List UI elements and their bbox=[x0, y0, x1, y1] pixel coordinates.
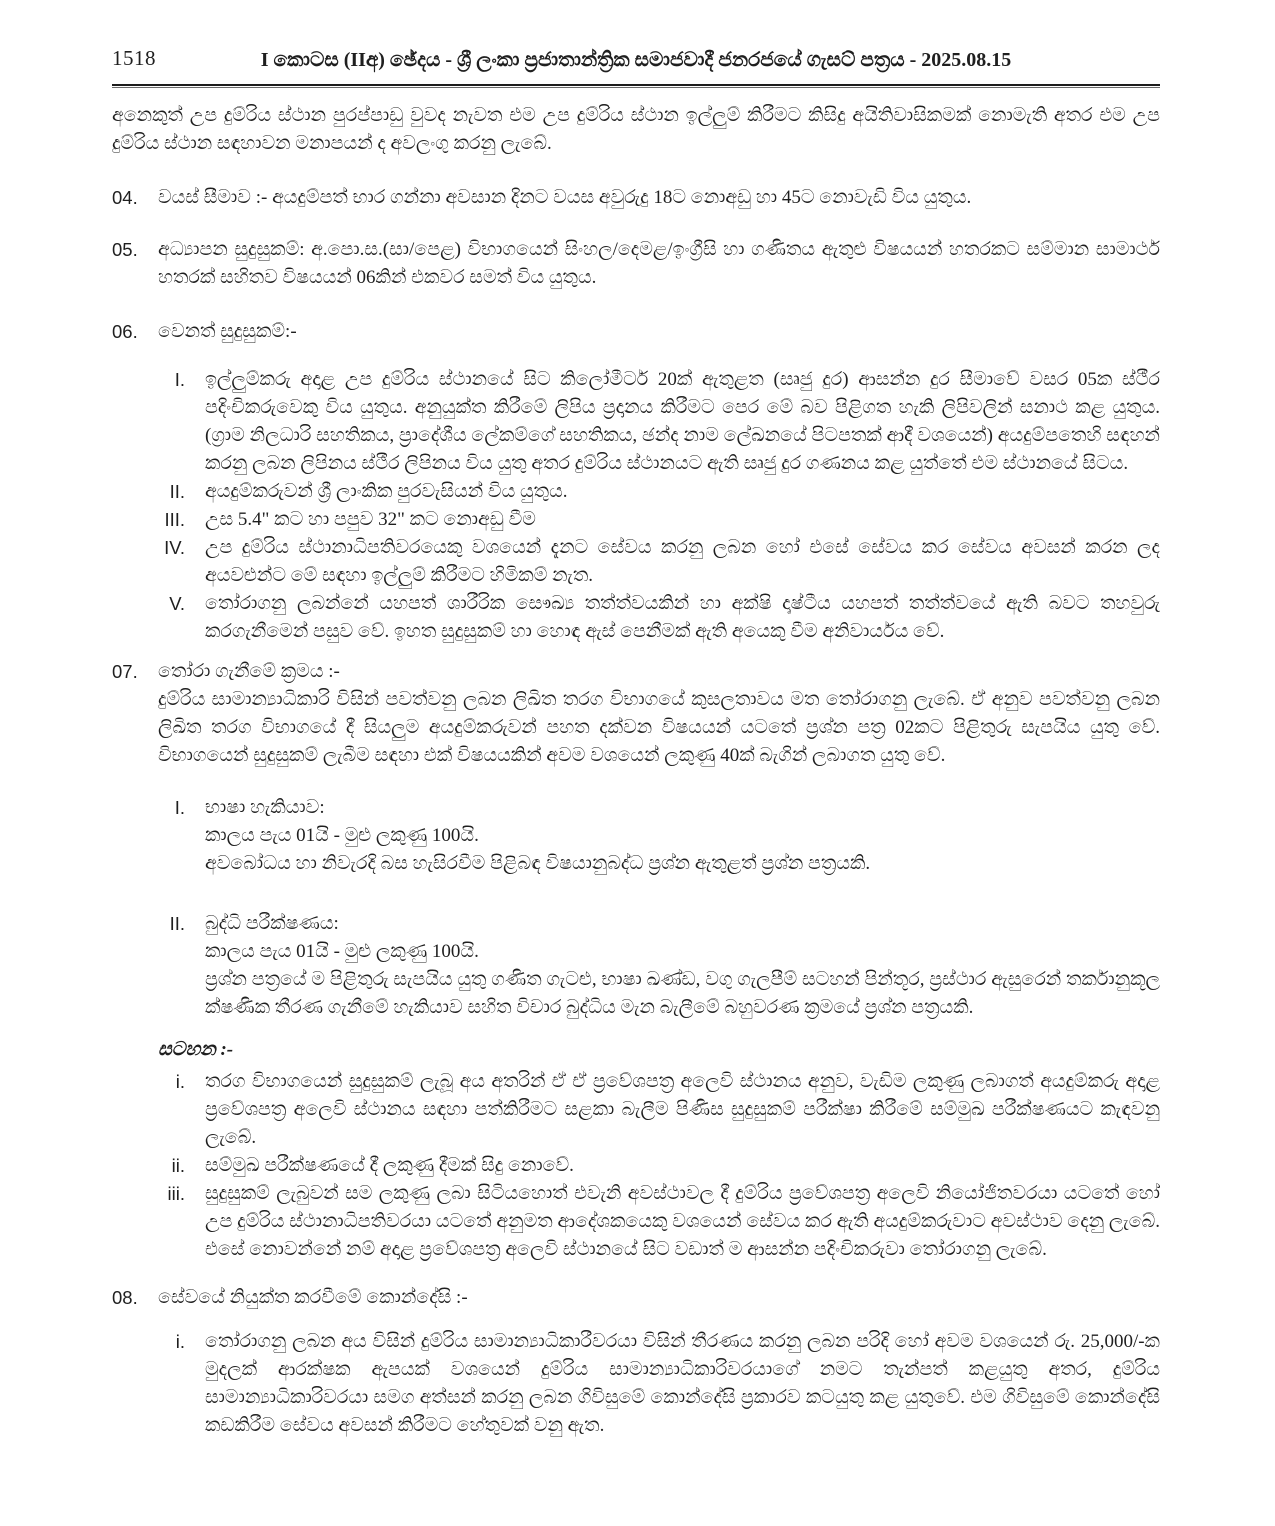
item-marker: iii. bbox=[167, 1183, 185, 1204]
section-06-item-list bbox=[158, 366, 1160, 646]
section-05-number: 05. bbox=[112, 239, 138, 260]
item-marker: i. bbox=[175, 1331, 185, 1352]
exam-subject bbox=[158, 910, 1160, 1022]
item-marker: ii. bbox=[171, 1155, 185, 1176]
note-text: සම්මුඛ පරීක්ෂණයේ දී ලකුණු දීමක් සිදු නොවේ. bbox=[205, 1155, 574, 1176]
section-07 bbox=[112, 658, 1160, 1264]
section-06 bbox=[112, 318, 1160, 646]
section-08 bbox=[112, 1284, 1160, 1440]
section-04-number: 04. bbox=[112, 187, 138, 208]
list-item bbox=[158, 590, 1160, 646]
subject-duration: කාලය පැය 01යි - මුළු ලකුණු 100යි. bbox=[205, 941, 479, 962]
section-07-intro: දුම්රිය සාමාන්‍යාධිකාරි විසින් පවත්වනු ලබන ලිඛිත තරග විභාගයේ කුසලතාවය මත තෝරාගනු ලැබේ. ඒ අනුව පවත්වනු ලබන ලිඛිත තරග විභාගයේ දී සියලුම අයදුම්කරුවන් පහත දක්වන විෂයයන් යටතේ ප්‍රශ්න පත්‍ර 02කට පිළිතුරු සැපයිය යුතු වේ. විභාගයෙන් සුදුසුකම් ලැබීම සඳහා එක් විෂයයකින් අවම වශයෙන් ලකුණු 40ක් බැගින් ලබාගත යුතු වේ. bbox=[158, 689, 1161, 766]
note-item bbox=[158, 1068, 1160, 1152]
subject-description: අවබෝධය හා නිවැරදි බස හැසිරවීම පිළිබඳ විෂයානුබද්ධ ප්‍රශ්න ඇතුළත් ප්‍රශ්න පත්‍රයකි. bbox=[205, 853, 871, 874]
list-item bbox=[158, 478, 1160, 506]
section-04-text: වයස් සීමාව :- අයදුම්පත් භාර ගන්නා අවසාන දිනට වයස අවුරුදු 18ට නොඅඩු හා 45ට නොවැඩි විය යුතුය. bbox=[158, 187, 972, 208]
intro-paragraph: අනෙකුත් උප දුම්රිය ස්ථාන පුරප්පාඩු වුවද නැවත එම උප දුම්රිය ස්ථාන ඉල්ලුම් කිරීමට කිසිදු අයිතිවාසිකමක් නොමැති අතර එම උප දුම්රිය ස්ථාන සඳහාවන මනාපයන් ද අවලංගු කරනු ලැබේ. bbox=[112, 105, 1160, 154]
condition-text: තෝරාගනු ලබන අය විසින් දුම්රිය සාමාන්‍යාධිකාරීවරයා විසින් තීරණය කරනු ලබන පරිදි හෝ අවම වශයෙන් රු. 25,000/-ක මුදලක් ආරක්ෂක ඇපයක් වශයෙන් දුම්රිය සාමාන්‍යාධිකාරිවරයාගේ නමට තැන්පත් කළයුතු අතර, දුම්රිය සාමාන්‍යාධිකාරිවරයා සමග අත්සන් කරනු ලබන ගිවිසුමේ කොන්දේසි ප්‍රකාරව කටයුතු කළ යුතුවේ. එම ගිවිසුමේ කොන්දේසි කඩකිරීම සේවය අවසන් කිරීමට හේතුවක් වනු ඇත. bbox=[205, 1331, 1160, 1436]
item-marker: III. bbox=[164, 509, 185, 530]
subject-duration: කාලය පැය 01යි - මුළු ලකුණු 100යි. bbox=[205, 825, 479, 846]
section-05 bbox=[112, 236, 1160, 292]
item-text: උප දුම්රිය ස්ථානාධිපතිවරයෙකු වශයෙන් දැනට සේවය කරනු ලබන හෝ එසේ සේවය කර සේවය අවසන් කරන ලද අයවළුන්ට මේ සඳහා ඉල්ලුම් කිරීමට හිමිකම් නැත. bbox=[205, 537, 1160, 586]
section-08-item-list bbox=[158, 1328, 1160, 1440]
note-text: සුදුසුකම් ලැබුවන් සම ලකුණු ලබා සිටියහොත් එවැනි අවස්ථාවල දී දුම්රිය ප්‍රවේශපත්‍ර අලෙවි නියෝජිතවරයා යටතේ හෝ උප දුම්රිය ස්ථානාධිපතිවරයා යටතේ අනුමත ආදේශකයෙකු වශයෙන් සේවය කර ඇති අයදුම්කරුවාට අවස්ථාව දෙනු ලැබේ. එසේ නොවන්නේ නම් අදාළ ප්‍රවේශපත්‍ර අලෙවි ස්ථානයේ සිට වඩාත් ම ආසන්න පදිංචිකරුවා තෝරාගනු ලැබේ. bbox=[205, 1183, 1160, 1260]
page-header bbox=[112, 46, 1160, 74]
section-06-number: 06. bbox=[112, 321, 138, 342]
subject-description: ප්‍රශ්න පත්‍රයේ ම පිළිතුරු සැපයිය යුතු ගණිත ගැටළු, භාෂා ඛණ්ඩ, වගු ගැලපීම් සටහන් පින්තූර, ප්‍රස්ථාර ඇසුරෙන් තර්කානුකූල ක්ෂණික තීරණ ගැනීමේ හැකියාව සහිත විචාර බුද්ධිය මැන බැලීමේ බහුවරණ ක්‍රමයේ ප්‍රශ්න පත්‍රයකි. bbox=[205, 969, 1160, 1018]
item-marker: IV. bbox=[164, 537, 185, 558]
section-08-number: 08. bbox=[112, 1287, 138, 1308]
item-text: ඉල්ලුම්කරු අදාළ උප දුම්රිය ස්ථානයේ සිට කිලෝමීටර් 20ක් ඇතුළත (සෘජු දුර) ආසන්න දුර සීමාවේ වසර 05ක ස්ථීර පදිංචිකරුවෙකු විය යුතුය. අනුයුක්ත කිරීමේ ලිපිය ප්‍රදානය කිරීමට පෙර මේ බව පිළිගත හැකි ලිපිවලින් සනාථ කළ යුතුය. (ග්‍රාම නිලධාරි සහතිකය, ප්‍රාදේශීය ලේකම්ගේ සහතිකය, ඡන්ද නාම ලේඛනයේ පිටපතක් ආදී වශයෙන්) අයදුම්පතෙහි සඳහන් කරනු ලබන ලිපිනය ස්ථීර ලිපිනය විය යුතු අතර දුම්රිය ස්ථානයට ඇති සෘජු දුර ගණනය කළ යුත්තේ එම ස්ථානයේ සිටය. bbox=[205, 369, 1160, 474]
section-04 bbox=[112, 184, 1160, 212]
gazette-title: I කොටස (IIඅ) ඡේදය - ශ්‍රී ලංකා ප්‍රජාතාන්ත්‍රික සමාජවාදී ජනරජයේ ගැසට් පත්‍රය - 2025.08.15 bbox=[260, 49, 1012, 71]
item-text: උස 5.4" කට හා පපුව 32" කට නොඅඩු වීම bbox=[205, 509, 536, 530]
note-item bbox=[158, 1180, 1160, 1264]
item-marker: I. bbox=[174, 797, 185, 818]
list-item bbox=[158, 534, 1160, 590]
condition-item bbox=[158, 1328, 1160, 1440]
section-05-text: අධ්‍යාපන සුදුසුකම්: අ.පො.ස.(සා/පෙළ) විභාගයෙන් සිංහල/දෙමළ/ඉංග්‍රීසි හා ගණිතය ඇතුළු විෂයයන් හතරකට සම්මාන සාමාර්ථ හතරක් සහිතව විෂයයන් 06කින් එකවර සමත් විය යුතුය. bbox=[158, 239, 1160, 288]
item-text: තෝරාගනු ලබන්නේ යහපත් ශාරීරික සෞඛ්‍ය තත්ත්වයකින් හා අක්ෂි දෘෂ්ටීය යහපත් තත්ත්වයේ ඇති බවට තහවුරු කරගැනීමෙන් පසුව වේ. ඉහත සුදුසුකම් හා හොඳ ඇස් පෙනීමක් ඇති අයෙකු වීම අනිවාර්යය වේ. bbox=[205, 593, 1160, 642]
section-07-heading: තෝරා ගැනීමේ ක්‍රමය :- bbox=[158, 661, 340, 682]
note-heading: සටහන :- bbox=[158, 1039, 234, 1060]
note-text: තරග විභාගයෙන් සුදුසුකම් ලැබූ අය අතරින් ඒ ඒ ප්‍රවේශපත්‍ර අලෙවි ස්ථානය අනුව, වැඩිම ලකුණු ලබාගත් අයදුම්කරු අදාළ ප්‍රවේශපත්‍ර අලෙවි ස්ථානය සඳහා පත්කිරීමට සළකා බැලීම පිණිස සුදුසුකම් පරීක්ෂා කිරීමේ සම්මුඛ පරීක්ෂණයට කැඳවනු ලැබේ. bbox=[205, 1071, 1160, 1148]
item-marker: i. bbox=[175, 1071, 185, 1092]
section-06-heading: වෙනත් සුදුසුකම්:- bbox=[158, 321, 297, 342]
list-item bbox=[158, 366, 1160, 478]
section-08-heading: සේවයේ නියුක්ත කරවීමේ කොන්දේසි :- bbox=[158, 1287, 468, 1308]
item-marker: II. bbox=[169, 913, 185, 934]
section-07-number: 07. bbox=[112, 661, 138, 682]
page-number: 1518 bbox=[112, 46, 156, 70]
note-item bbox=[158, 1152, 1160, 1180]
exam-subject bbox=[158, 794, 1160, 878]
item-marker: V. bbox=[169, 593, 185, 614]
subject-title: බුද්ධි පරීක්ෂණය: bbox=[205, 913, 339, 934]
note-list bbox=[158, 1068, 1160, 1264]
item-marker: I. bbox=[174, 369, 185, 390]
item-marker: II. bbox=[169, 481, 185, 502]
header-rule bbox=[112, 84, 1160, 88]
item-text: අයදුම්කරුවන් ශ්‍රී ලාංකික පුරවැසියන් විය යුතුය. bbox=[205, 481, 568, 502]
list-item bbox=[158, 506, 1160, 534]
subject-title: භාෂා හැකියාව: bbox=[205, 797, 325, 818]
